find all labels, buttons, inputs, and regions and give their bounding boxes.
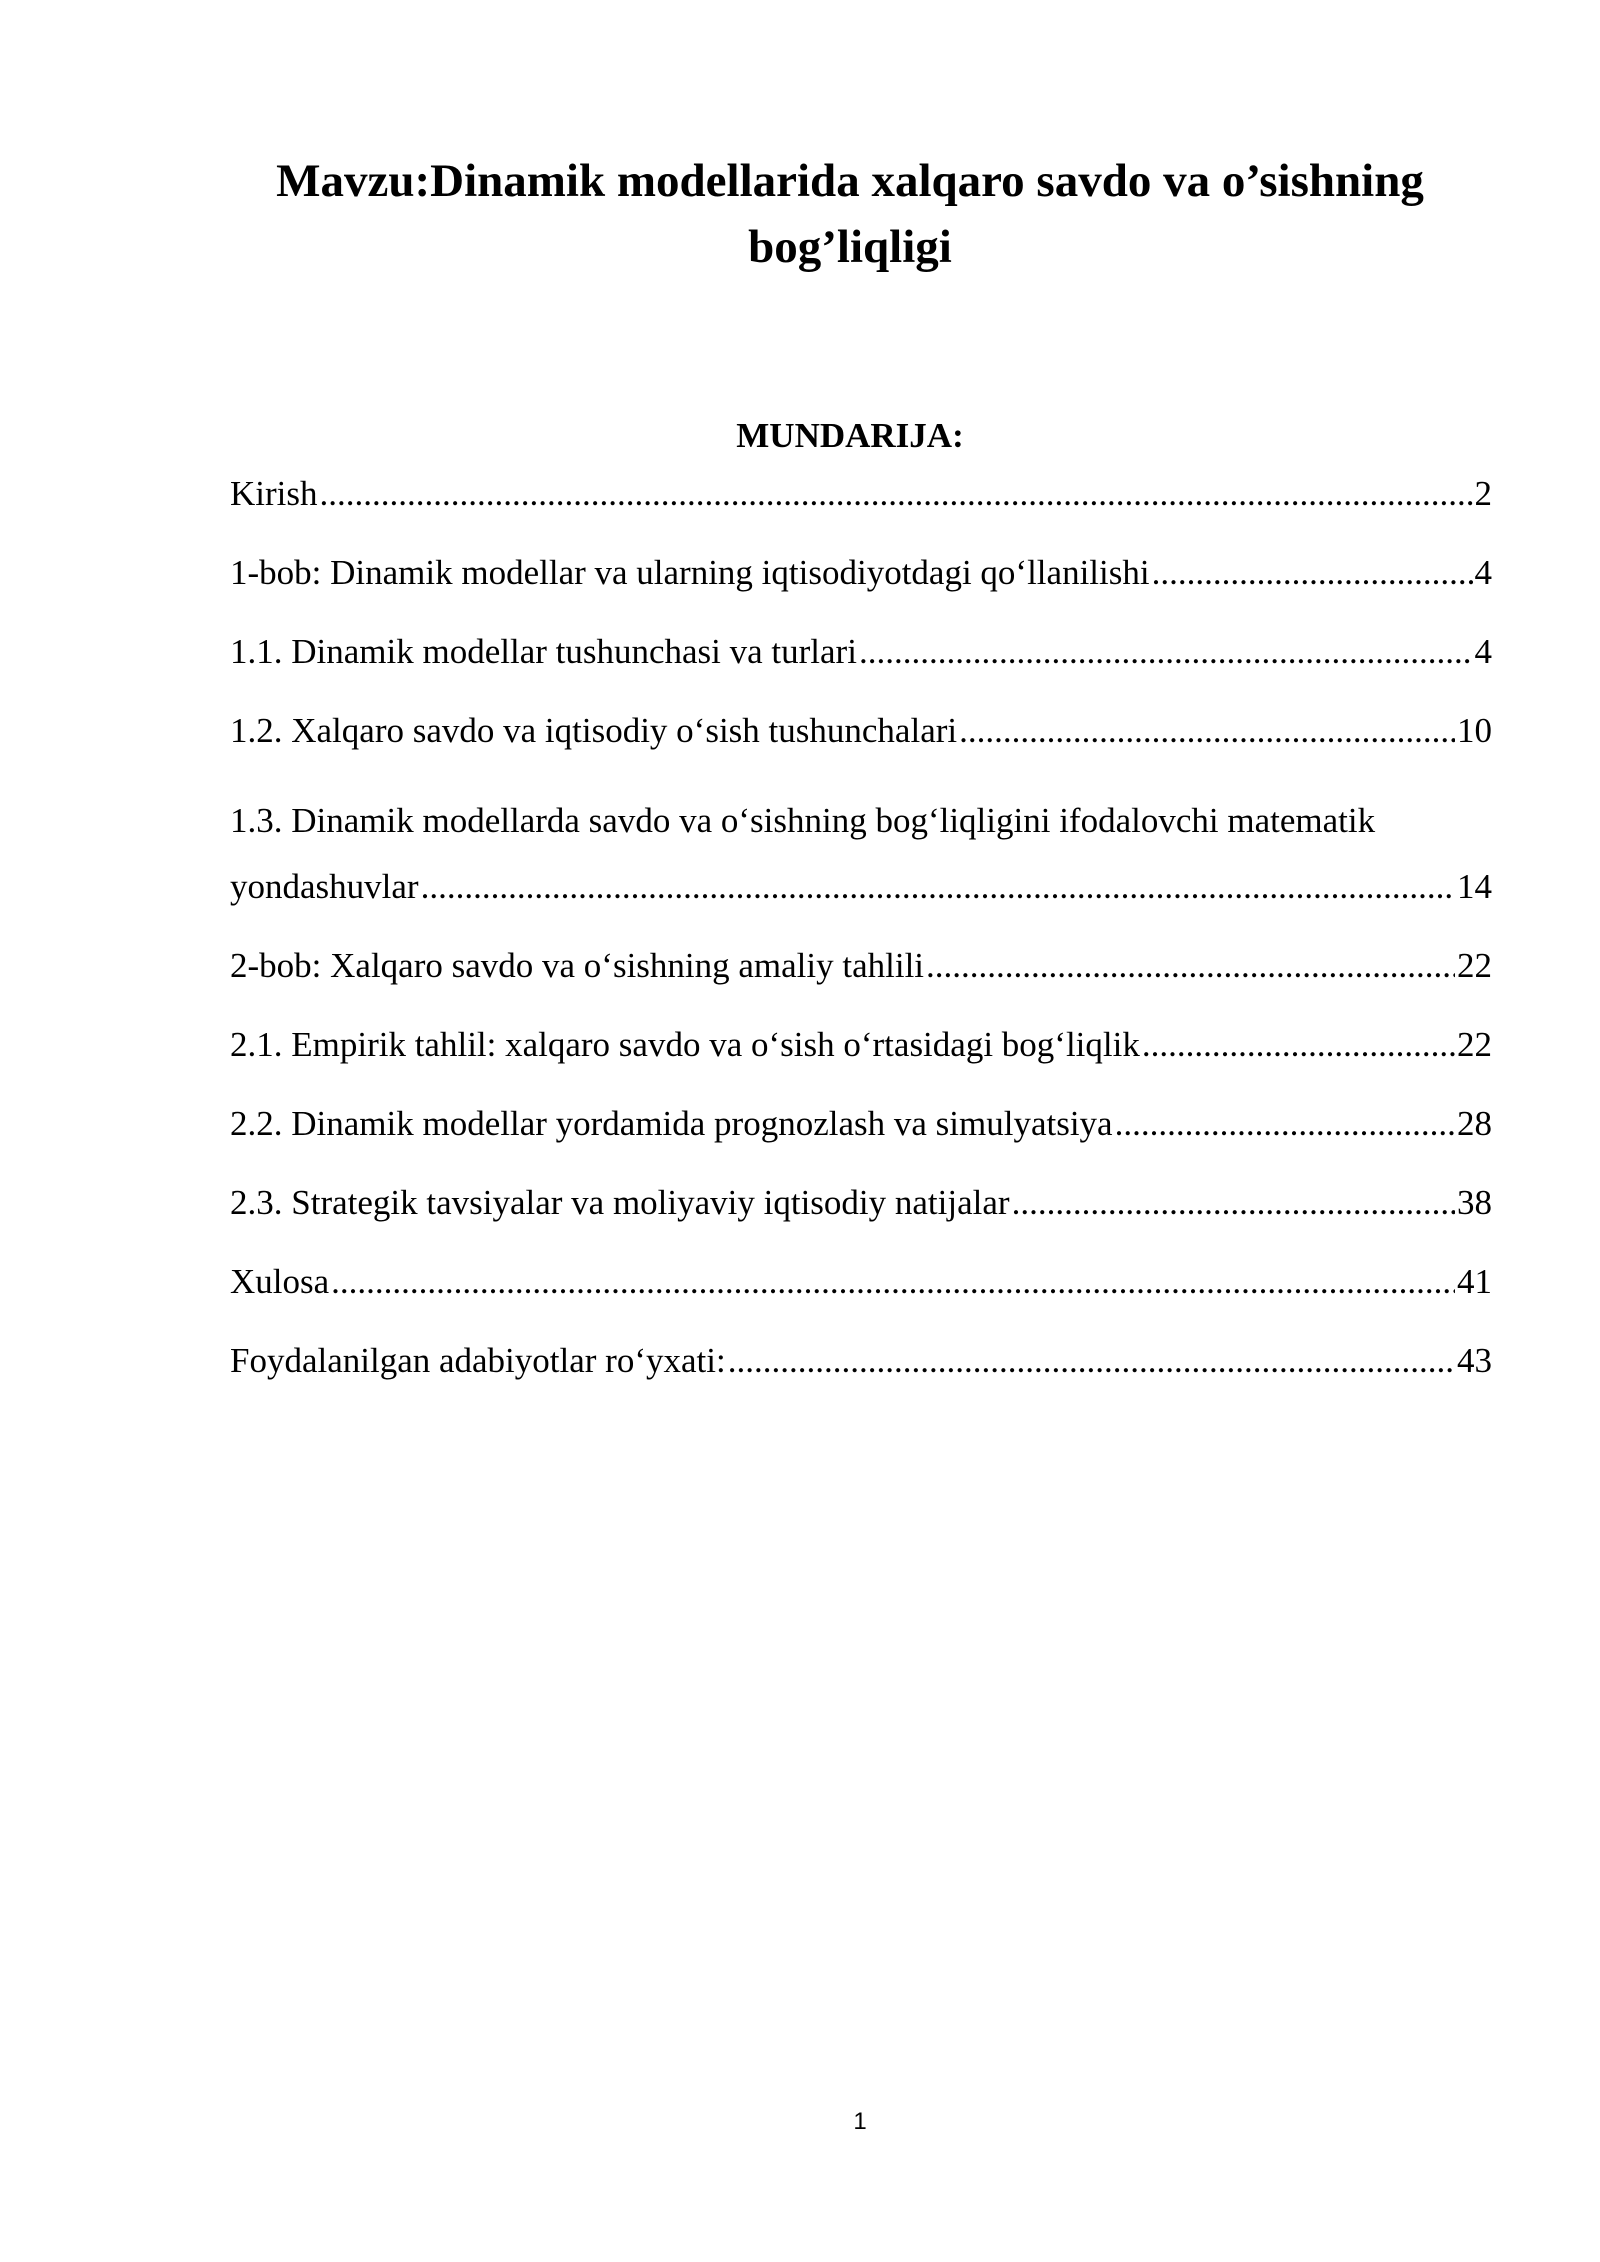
toc-entry-page: 10 <box>1457 711 1492 750</box>
toc-entry-chapter-2[interactable] <box>230 944 1492 988</box>
toc-entry-label: Foydalanilgan adabiyotlar ro‘yxati: <box>230 1341 726 1380</box>
toc-entry-page: 38 <box>1457 1183 1492 1222</box>
toc-entry-kirish[interactable] <box>230 472 1492 516</box>
page-number: 1 <box>853 2108 867 2135</box>
toc-entry-page: 2 <box>1474 474 1492 513</box>
toc-entry-page: 41 <box>1457 1262 1492 1301</box>
toc-entry-section-1-1[interactable] <box>230 630 1492 674</box>
toc-entry-label-line-1: 1.3. Dinamik modellarda savdo va o‘sishning bog‘liqligini ifodalovchi matematik <box>230 801 1376 840</box>
toc-leader-dots <box>1152 551 1473 595</box>
toc-leader-dots <box>959 709 1455 753</box>
toc-heading: MUNDARIJA: <box>736 416 964 455</box>
toc-entry-label-line-2: yondashuvlar <box>230 867 419 906</box>
toc-leader-dots <box>320 472 1473 516</box>
page-title <box>230 148 1470 280</box>
table-of-contents <box>230 472 1492 1418</box>
toc-leader-dots <box>926 944 1455 988</box>
toc-entry-label: 2.2. Dinamik modellar yordamida prognozlash va simulyatsiya <box>230 1104 1113 1143</box>
toc-entry-label: 2.1. Empirik tahlil: xalqaro savdo va o‘sish o‘rtasidagi bog‘liqlik <box>230 1025 1140 1064</box>
toc-entry-chapter-1[interactable] <box>230 551 1492 595</box>
toc-leader-dots <box>421 854 1455 920</box>
toc-entry-section-2-2[interactable] <box>230 1102 1492 1146</box>
toc-entry-page: 4 <box>1474 553 1492 592</box>
toc-entry-label: 2.3. Strategik tavsiyalar va moliyaviy iqtisodiy natijalar <box>230 1183 1010 1222</box>
toc-leader-dots <box>1012 1181 1455 1225</box>
toc-entry-references[interactable] <box>230 1339 1492 1383</box>
toc-entry-label: Xulosa <box>230 1262 330 1301</box>
toc-entry-label: 1-bob: Dinamik modellar va ularning iqtisodiyotdagi qo‘llanilishi <box>230 553 1150 592</box>
toc-entry-label: 1.2. Xalqaro savdo va iqtisodiy o‘sish tushunchalari <box>230 711 958 750</box>
toc-entry-label: Kirish <box>230 474 318 513</box>
toc-entry-page: 43 <box>1457 1341 1492 1380</box>
toc-entry-xulosa[interactable] <box>230 1260 1492 1304</box>
toc-entry-section-2-3[interactable] <box>230 1181 1492 1225</box>
toc-entry-page: 28 <box>1457 1104 1492 1143</box>
toc-entry-label: 1.1. Dinamik modellar tushunchasi va turlari <box>230 632 857 671</box>
toc-leader-dots <box>331 1260 1455 1304</box>
toc-entry-section-2-1[interactable] <box>230 1023 1492 1067</box>
toc-leader-dots <box>1115 1102 1455 1146</box>
toc-entry-page: 22 <box>1457 946 1492 985</box>
title-line-1: Mavzu:Dinamik modellarida xalqaro savdo va o’sishning <box>276 155 1424 207</box>
toc-entry-page: 14 <box>1457 867 1492 906</box>
toc-entry-section-1-3[interactable] <box>230 788 1492 920</box>
toc-leader-dots <box>728 1339 1455 1383</box>
toc-entry-page: 4 <box>1474 632 1492 671</box>
toc-entry-label: 2-bob: Xalqaro savdo va o‘sishning amaliy tahlili <box>230 946 925 985</box>
toc-entry-section-1-2[interactable] <box>230 709 1492 753</box>
toc-leader-dots <box>859 630 1473 674</box>
title-line-2: bog’liqligi <box>748 221 952 273</box>
toc-leader-dots <box>1142 1023 1455 1067</box>
toc-entry-page: 22 <box>1457 1025 1492 1064</box>
